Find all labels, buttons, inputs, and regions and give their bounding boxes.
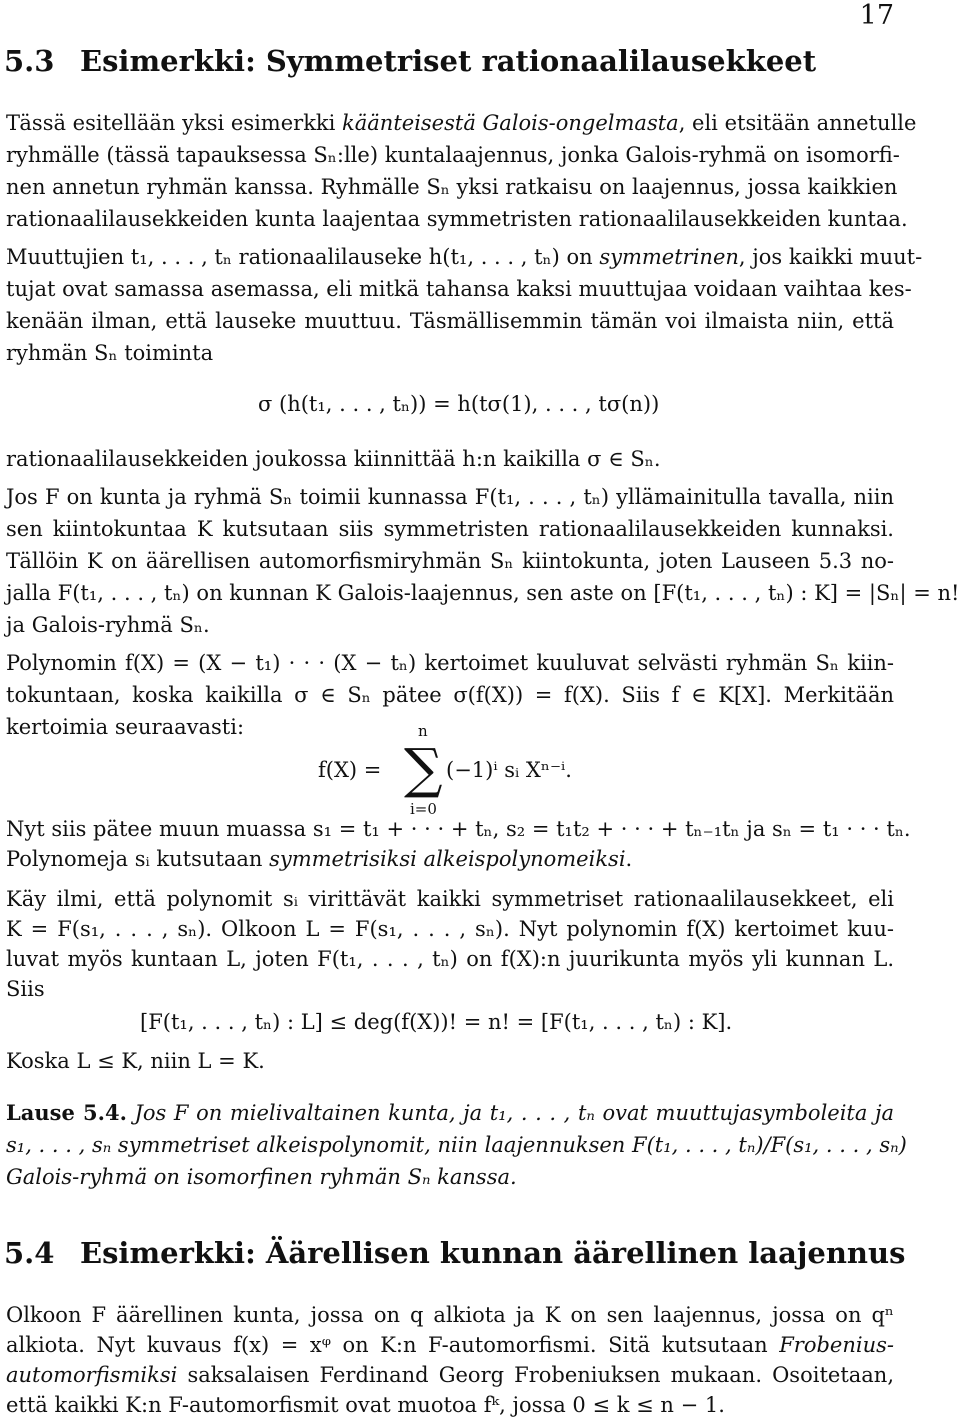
text-line: rationaalilausekkeiden joukossa kiinnittää h:n kaikilla σ ∈ Sₙ. [6, 447, 661, 471]
text-line: Tässä esitellään yksi esimerkki käänteisestä Galois-ongelmasta, eli etsitään annetulle [6, 111, 917, 135]
text-line: kertoimia seuraavasti: [6, 715, 245, 739]
text-line: Koska L ≤ K, niin L = K. [6, 1049, 265, 1073]
section-heading-5-3 [4, 44, 816, 78]
text-line: Käy ilmi, että polynomit sᵢ virittävät kaikki symmetriset rationaalilausekkeet, eli [6, 887, 894, 911]
text-line: kenään ilman, että lauseke muuttuu. Täsmällisemmin tämän voi ilmaista niin, että [6, 309, 894, 333]
text-line: rationaalilausekkeiden kunta laajentaa symmetristen rationaalilausekkeiden kuntaa. [6, 207, 908, 231]
text-line: Olkoon F äärellinen kunta, jossa on q alkiota ja K on sen laajennus, jossa on qⁿ [6, 1303, 894, 1327]
text-line: Jos F on kunta ja ryhmä Sₙ toimii kunnassa F(t₁, . . . , tₙ) yllämainitulla tavalla, niin [6, 485, 894, 509]
text-line: Polynomin f(X) = (X − t₁) · · · (X − tₙ) kertoimet kuuluvat selvästi ryhmän Sₙ kiin- [6, 651, 894, 675]
text-line: ryhmän Sₙ toiminta [6, 341, 214, 365]
text-line: Muuttujien t₁, . . . , tₙ rationaalilauseke h(t₁, . . . , tₙ) on symmetrinen, jos kaikki muut- [6, 245, 923, 269]
text-line: luvat myös kuntaan L, joten F(t₁, . . . , tₙ) on f(X):n juurikunta myös yli kunnan L. [6, 947, 894, 971]
sum-lower-limit: i=0 [410, 800, 437, 818]
text-line: Galois-ryhmä on isomorfinen ryhmän Sₙ kanssa. [6, 1165, 517, 1189]
section-number: 5.3 [4, 44, 55, 78]
text-line: alkiota. Nyt kuvaus f(x) = xᵠ on K:n F-automorfismi. Sitä kutsutaan Frobenius- [6, 1333, 894, 1357]
page-number: 17 [859, 0, 894, 31]
text-line: Siis [6, 977, 45, 1001]
text-line: tujat ovat samassa asemassa, eli mitkä tahansa kaksi muuttujaa voidaan vaihtaa kes- [6, 277, 912, 301]
sum-upper-limit: n [418, 722, 428, 740]
section-number: 5.4 [4, 1236, 55, 1270]
text-line: sen kiintokuntaa K kutsutaan siis symmetristen rationaalilausekkeiden kunnaksi. [6, 517, 894, 541]
text-line: automorfismiksi saksalaisen Ferdinand Georg Frobeniuksen mukaan. Osoitetaan, [6, 1363, 894, 1387]
text-line: tokuntaan, koska kaikilla σ ∈ Sₙ pätee σ(f(X)) = f(X). Siis f ∈ K[X]. Merkitään [6, 683, 894, 707]
formula-rhs: (−1)ⁱ sᵢ Xⁿ⁻ⁱ. [446, 758, 572, 782]
section-heading-5-4 [4, 1236, 905, 1270]
text-line: K = F(s₁, . . . , sₙ). Olkoon L = F(s₁, . . . , sₙ). Nyt polynomin f(X) kertoimet kuu- [6, 917, 894, 941]
display-formula-action: σ (h(t₁, . . . , tₙ)) = h(tσ(1), . . . , tσ(n)) [258, 392, 660, 416]
formula-lhs: f(X) = [318, 758, 382, 782]
theorem-label: Lause 5.4. [6, 1100, 127, 1125]
section-title: Esimerkki: Äärellisen kunnan äärellinen laajennus [80, 1236, 906, 1270]
text-line: Tällöin K on äärellisen automorfismiryhmän Sₙ kiintokunta, joten Lauseen 5.3 no- [6, 549, 894, 573]
text-line: ja Galois-ryhmä Sₙ. [6, 613, 210, 637]
section-title: Esimerkki: Symmetriset rationaalilausekkeet [80, 44, 817, 78]
sigma-symbol: ∑ [404, 737, 443, 800]
text-line: että kaikki K:n F-automorfismit ovat muotoa fᵏ, jossa 0 ≤ k ≤ n − 1. [6, 1393, 725, 1417]
text-line: Polynomeja sᵢ kutsutaan symmetrisiksi alkeispolynomeiksi. [6, 847, 633, 871]
text-line: s₁, . . . , sₙ symmetriset alkeispolynomit, niin laajennuksen F(t₁, . . . , tₙ)/F(s₁, . . . , sₙ) [6, 1133, 907, 1157]
text-line: Nyt siis pätee muun muassa s₁ = t₁ + · · · + tₙ, s₂ = t₁t₂ + · · · + tₙ₋₁tₙ ja sₙ = t₁ · · · tₙ. [6, 817, 911, 841]
display-formula-degree: [F(t₁, . . . , tₙ) : L] ≤ deg(f(X))! = n! = [F(t₁, . . . , tₙ) : K]. [140, 1010, 733, 1034]
text-line: ryhmälle (tässä tapauksessa Sₙ:lle) kuntalaajennus, jonka Galois-ryhmä on isomorfi- [6, 143, 900, 167]
text-line: nen annetun ryhmän kanssa. Ryhmälle Sₙ yksi ratkaisu on laajennus, jossa kaikkien [6, 175, 898, 199]
text-line: jalla F(t₁, . . . , tₙ) on kunnan K Galois-laajennus, sen aste on [F(t₁, . . . , tₙ) : K] = |Sₙ| = n! [6, 581, 960, 605]
text-line: Lause 5.4. Jos F on mielivaltainen kunta, ja t₁, . . . , tₙ ovat muuttujasymboleita ja [6, 1100, 894, 1125]
